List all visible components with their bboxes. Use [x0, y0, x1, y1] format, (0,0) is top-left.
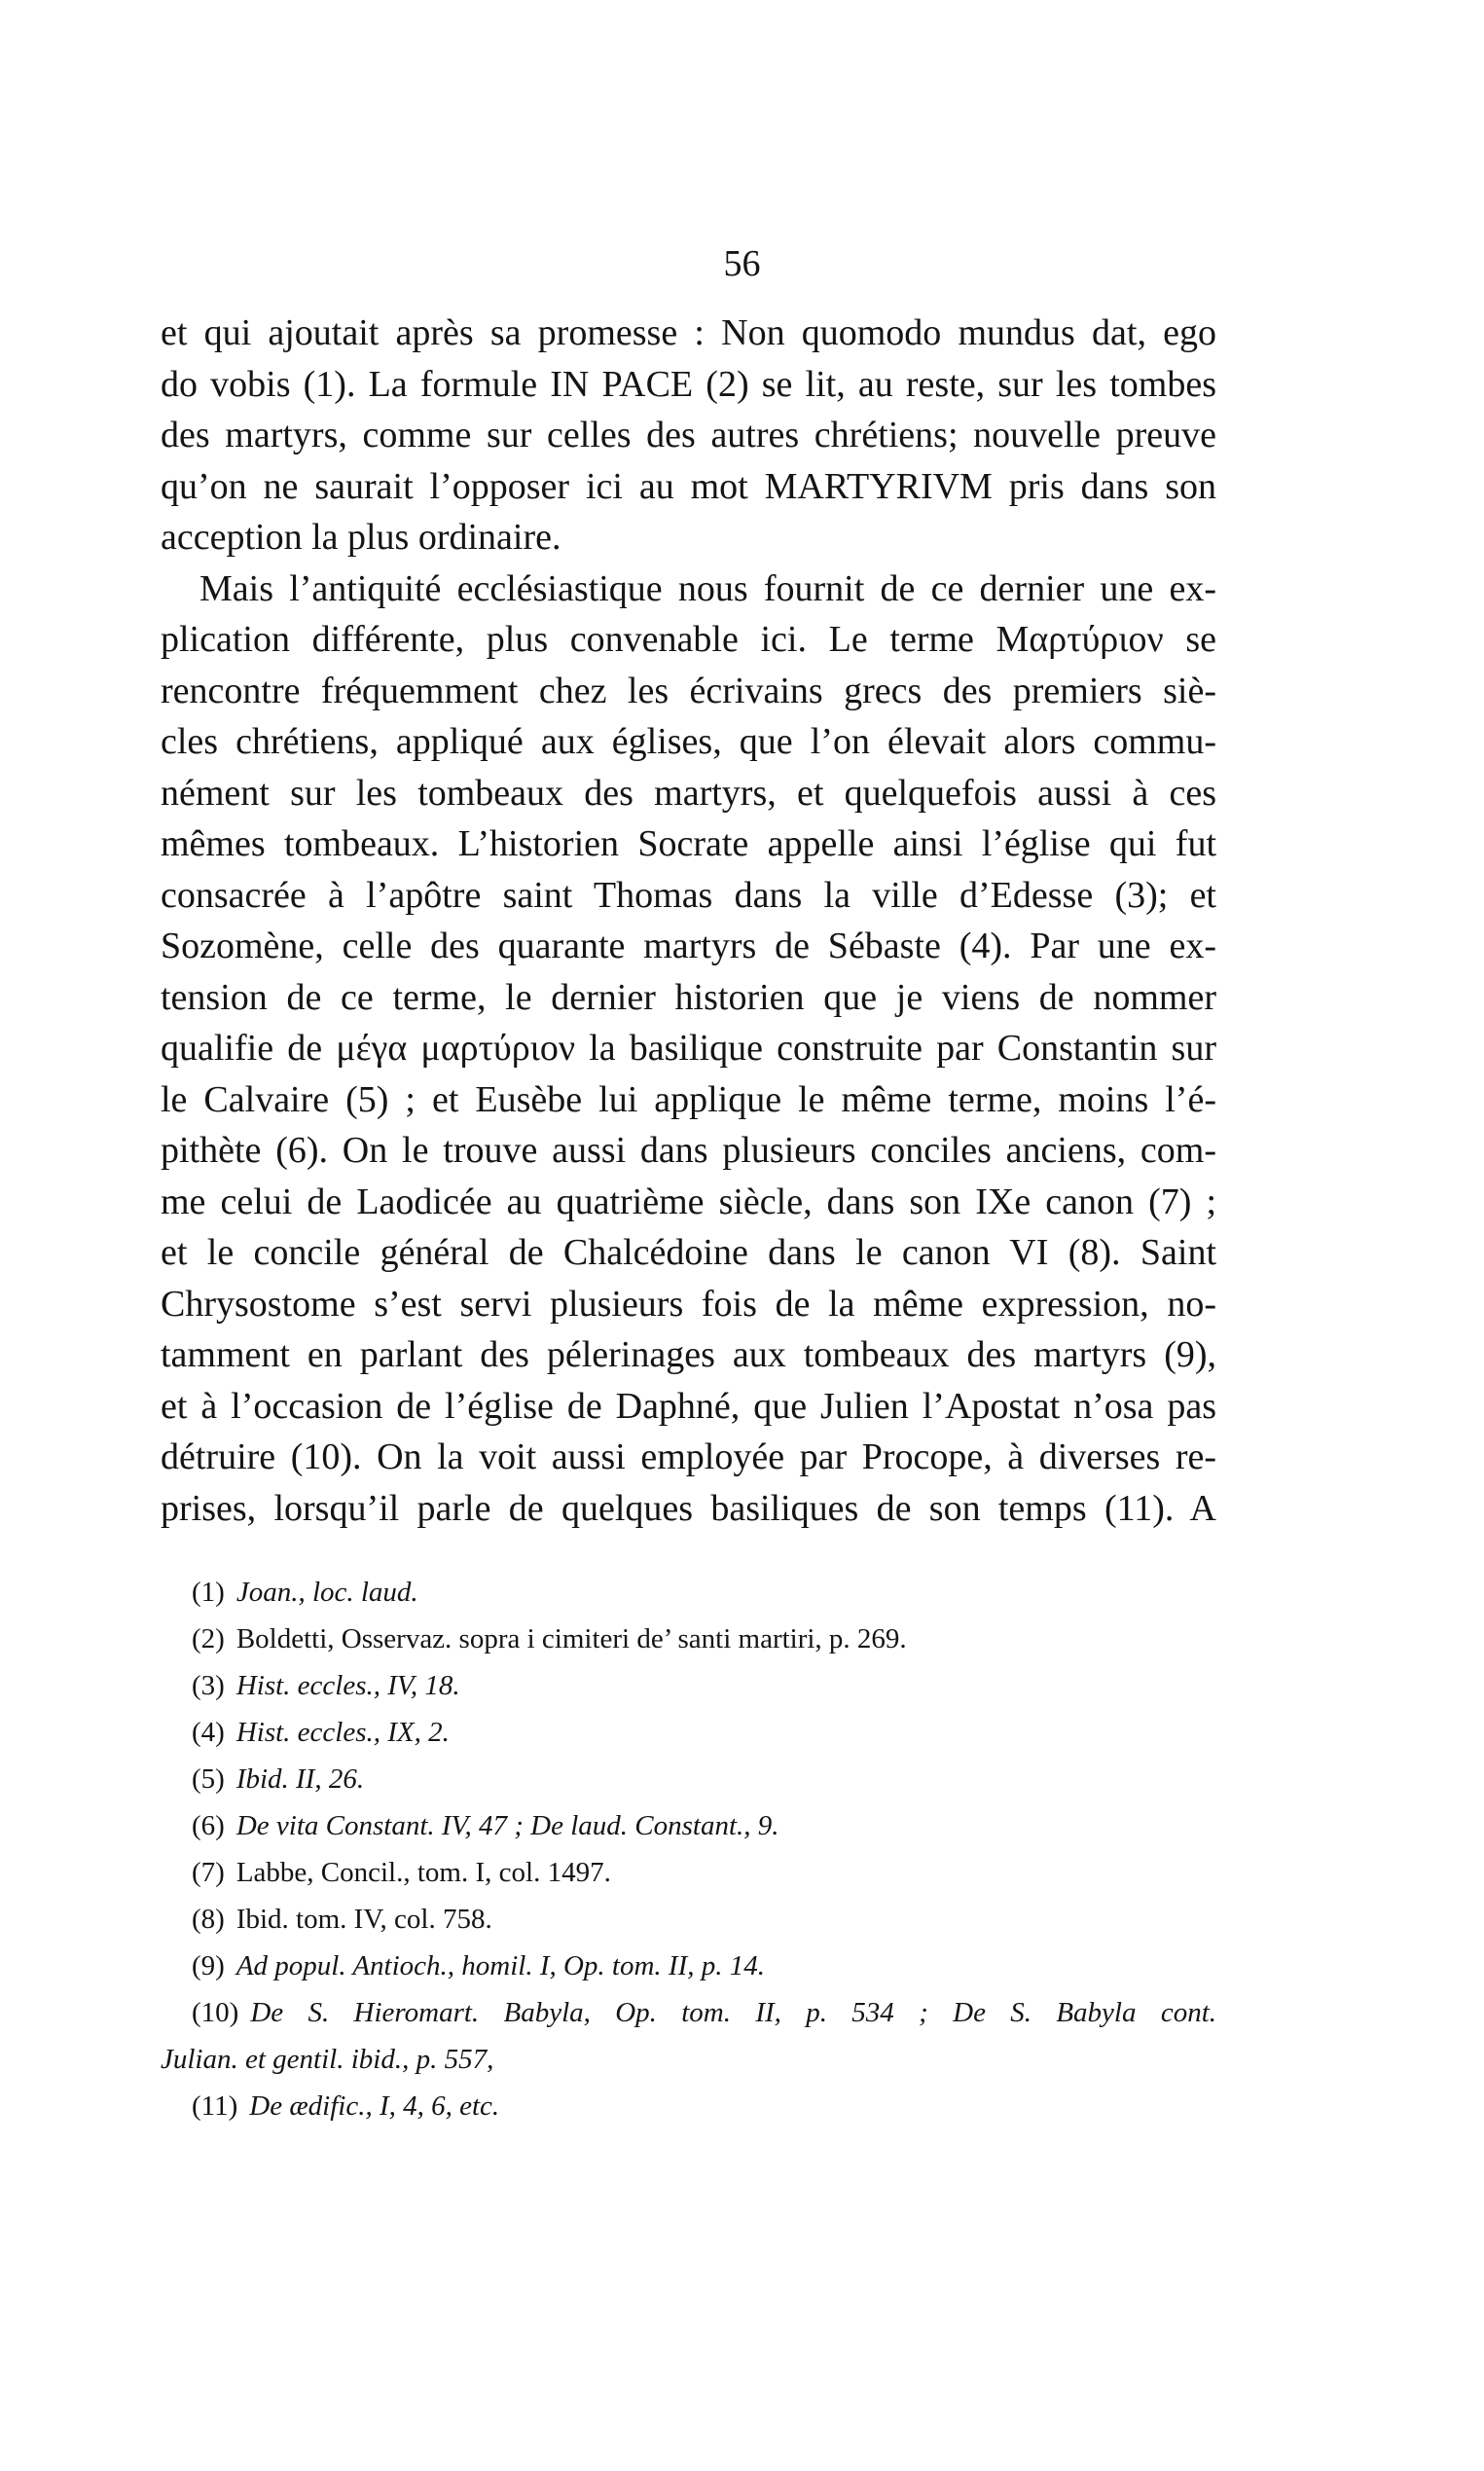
- text-line: tamment en parlant des pélerinages aux tombeaux des martyrs (9),: [161, 1334, 1216, 1375]
- footnote: [161, 1569, 1216, 1616]
- footnote-text: Ibid. tom. IV, col. 758.: [235, 1904, 492, 1935]
- footnote-text: De ædific., I, 4, 6, etc.: [249, 2090, 500, 2122]
- footnote-text: Julian. et gentil. ibid., p. 557,: [161, 2044, 494, 2075]
- paragraph-1: [161, 308, 1216, 563]
- footnote: [161, 1662, 1216, 1709]
- text-line: pithète (6). On le trouve aussi dans plusieurs conciles anciens, com-: [161, 1130, 1216, 1171]
- footnote-number: (11): [192, 2090, 238, 2122]
- text-line: consacrée à l’apôtre saint Thomas dans la ville d’Edesse (3); et: [161, 874, 1216, 916]
- footnote: [161, 2083, 1216, 2129]
- footnote-number: (1): [192, 1577, 225, 1608]
- text-line: nément sur les tombeaux des martyrs, et quelquefois aussi à ces: [161, 772, 1216, 814]
- text-line: acception la plus ordinaire.: [161, 517, 561, 558]
- footnote-number: (2): [192, 1623, 225, 1654]
- text-line: qualifie de μέγα μαρτύριον la basilique construite par Constantin sur: [161, 1028, 1216, 1069]
- page-number: 56: [723, 243, 761, 284]
- body-text: [161, 308, 1216, 1534]
- text-line: des martyrs, comme sur celles des autres chrétiens; nouvelle preuve: [161, 415, 1216, 455]
- footnote-text: De vita Constant. IV, 47 ; De laud. Constant., 9.: [235, 1810, 779, 1841]
- footnote-number: (3): [192, 1670, 225, 1701]
- footnote-continuation: [161, 2036, 1216, 2083]
- footnote: [161, 1943, 1216, 1989]
- footnote-number: (4): [192, 1717, 225, 1748]
- footnote: [161, 1896, 1216, 1943]
- footnote-text: Ad popul. Antioch., homil. I, Op. tom. II, p. 14.: [235, 1950, 765, 1981]
- text-line: cles chrétiens, appliqué aux églises, que l’on élevait alors commu-: [161, 721, 1216, 762]
- text-line: qu’on ne saurait l’opposer ici au mot MARTYRIVM pris dans son: [161, 465, 1216, 507]
- text-line: prises, lorsqu’il parle de quelques basiliques de son temps (11). A: [161, 1487, 1216, 1529]
- footnote-text: De S. Hieromart. Babyla, Op. tom. II, p. 534 ; De S. Babyla cont.: [250, 1997, 1216, 2028]
- footnote-text: Hist. eccles., IX, 2.: [235, 1717, 450, 1748]
- footnote-text: Hist. eccles., IV, 18.: [235, 1670, 460, 1701]
- text-line: rencontre fréquemment chez les écrivains grecs des premiers siè-: [161, 670, 1216, 711]
- footnote-number: (10): [192, 1997, 239, 2028]
- footnote-number: (7): [192, 1857, 225, 1888]
- footnote-text: Boldetti, Osservaz. sopra i cimiteri de’ santi martiri, p. 269.: [235, 1623, 907, 1654]
- text-line: et le concile général de Chalcédoine dans le canon VI (8). Saint: [161, 1232, 1216, 1273]
- footnote-text: Ibid. II, 26.: [235, 1763, 365, 1795]
- footnote-text: Joan., loc. laud.: [235, 1577, 418, 1608]
- footnote: [161, 1709, 1216, 1756]
- text-line: tension de ce terme, le dernier historien que je viens de nommer: [161, 976, 1216, 1018]
- footnote-text: Labbe, Concil., tom. I, col. 1497.: [235, 1857, 611, 1888]
- footnote-number: (6): [192, 1810, 225, 1841]
- text-line: me celui de Laodicée au quatrième siècle, dans son IXe canon (7) ;: [161, 1181, 1216, 1222]
- text-line: do vobis (1). La formule IN PACE (2) se lit, au reste, sur les tombes: [161, 363, 1216, 405]
- text-line: plication différente, plus convenable ici. Le terme Μαρτύριον se: [161, 619, 1216, 660]
- text-line: le Calvaire (5) ; et Eusèbe lui applique le même terme, moins l’é-: [161, 1078, 1216, 1120]
- footnote: [161, 1989, 1216, 2036]
- text-line: Mais l’antiquité ecclésiastique nous fournit de ce dernier une ex-: [199, 567, 1216, 609]
- footnote: [161, 1849, 1216, 1896]
- footnote-number: (5): [192, 1763, 225, 1795]
- footnote-number: (9): [192, 1950, 225, 1981]
- text-line: Chrysostome s’est servi plusieurs fois de la même expression, no-: [161, 1283, 1216, 1325]
- footnote-number: (8): [192, 1904, 225, 1935]
- text-line: Sozomène, celle des quarante martyrs de Sébaste (4). Par une ex-: [161, 926, 1216, 966]
- text-line: détruire (10). On la voit aussi employée par Procope, à diverses re-: [161, 1436, 1216, 1477]
- text-line: et à l’occasion de l’église de Daphné, que Julien l’Apostat n’osa pas: [161, 1385, 1216, 1427]
- text-line: mêmes tombeaux. L’historien Socrate appelle ainsi l’église qui fut: [161, 823, 1216, 864]
- footnote: [161, 1616, 1216, 1662]
- footnotes: [161, 1569, 1216, 2129]
- footnote: [161, 1802, 1216, 1849]
- text-line: et qui ajoutait après sa promesse : Non quomodo mundus dat, ego: [161, 312, 1216, 353]
- footnote: [161, 1756, 1216, 1802]
- paragraph-2: [161, 563, 1216, 1535]
